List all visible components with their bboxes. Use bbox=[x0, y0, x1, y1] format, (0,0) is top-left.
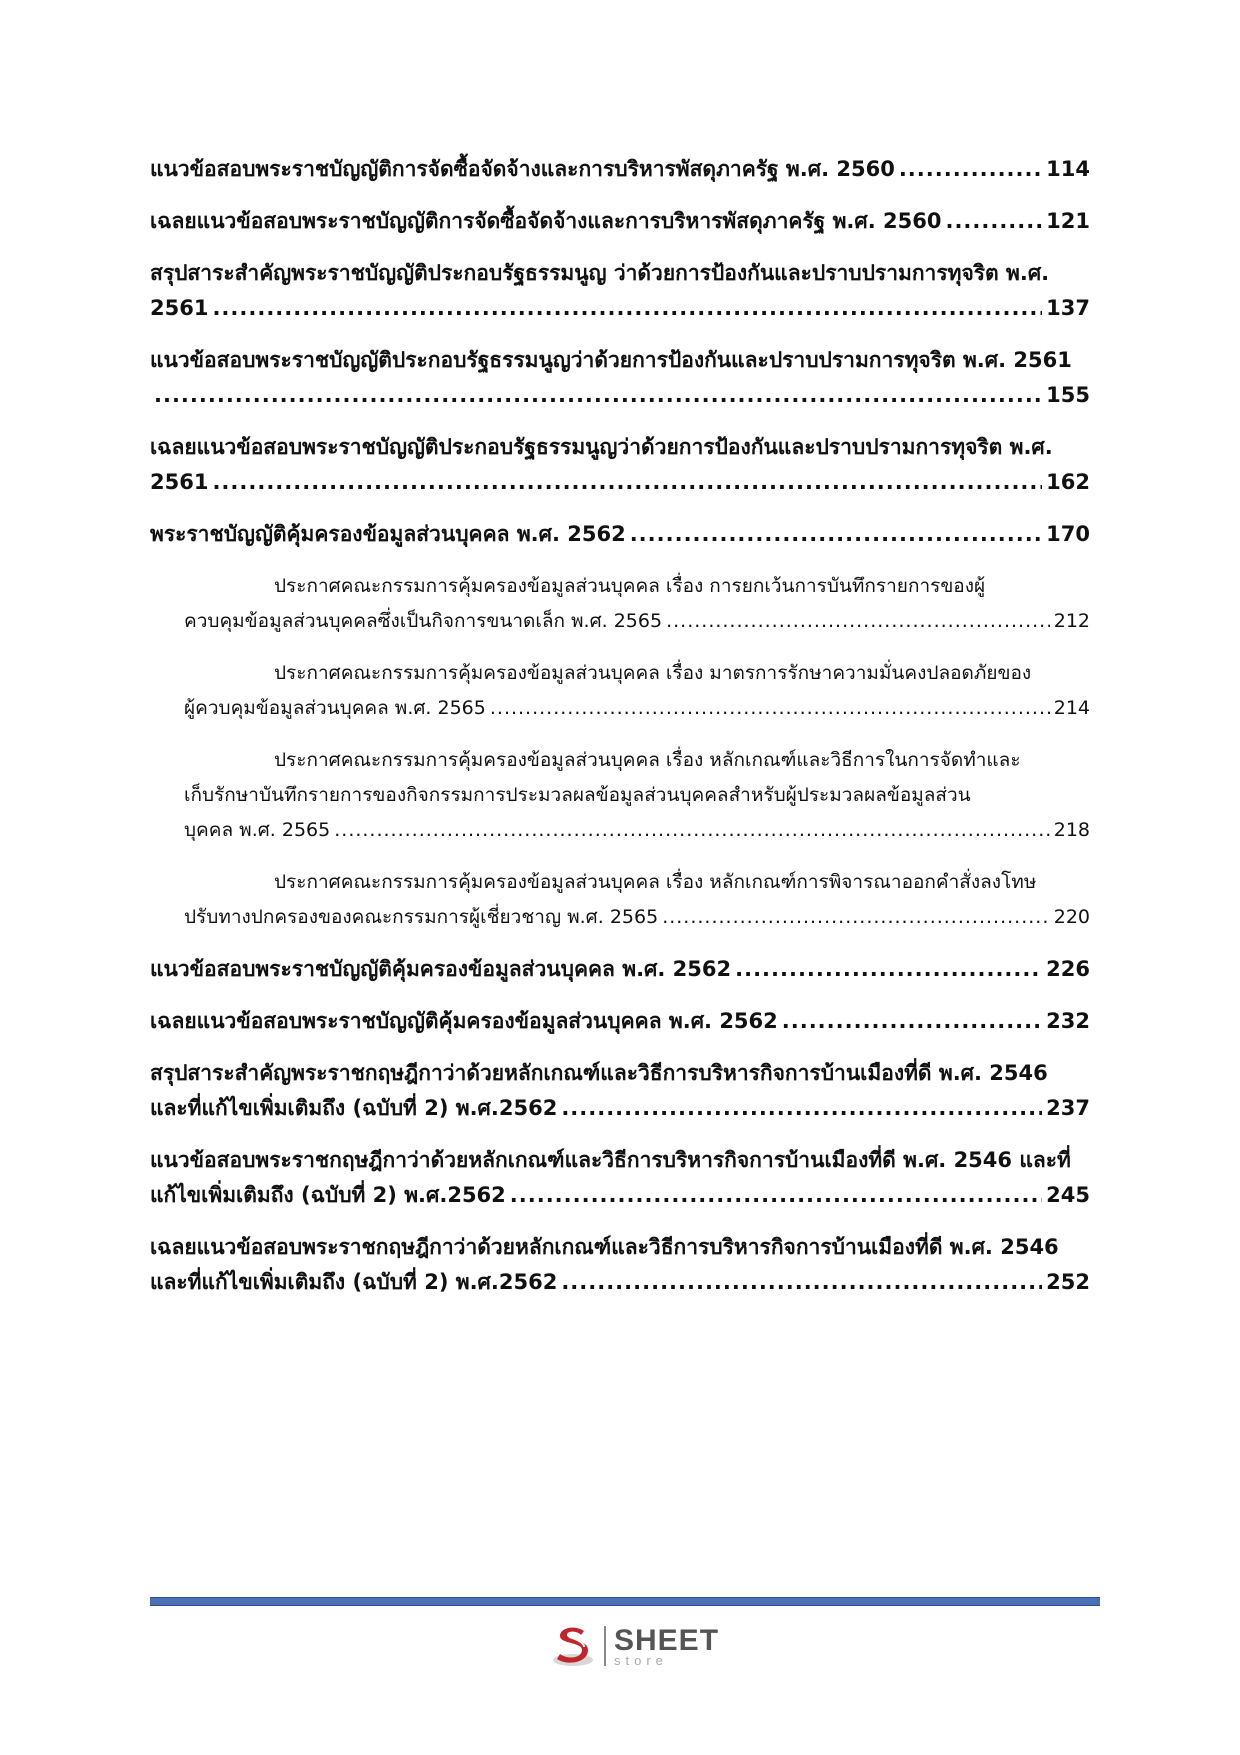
toc-dot-leader bbox=[212, 291, 1042, 326]
toc-dot-leader bbox=[666, 604, 1050, 639]
toc-entry-title-line: แนวข้อสอบพระราชบัญญัติประกอบรัฐธรรมนูญว่าด้วยการป้องกันและปราบปรามการทุจริต พ.ศ. 2561 bbox=[150, 348, 1072, 372]
toc-leader-line bbox=[184, 900, 1090, 935]
toc-entry[interactable] bbox=[150, 1004, 1090, 1039]
toc-entry-title-tail: พระราชบัญญัติคุ้มครองข้อมูลส่วนบุคคล พ.ศ. 2562 bbox=[150, 522, 626, 546]
toc-entry-title-tail: และที่แก้ไขเพิ่มเติมถึง (ฉบับที่ 2) พ.ศ.2562 bbox=[150, 1096, 558, 1120]
toc-leader-line bbox=[150, 1004, 1090, 1039]
toc-sub-entry[interactable] bbox=[150, 743, 1090, 848]
toc-dot-leader bbox=[662, 900, 1050, 935]
toc-dot-leader bbox=[490, 691, 1050, 726]
logo-text bbox=[614, 1623, 720, 1668]
toc-dot-leader bbox=[899, 152, 1042, 187]
toc-entry[interactable] bbox=[150, 1143, 1090, 1213]
toc-leader-line bbox=[184, 691, 1090, 726]
logo-brand-sub: store bbox=[614, 1652, 668, 1668]
toc-entry-title-line: สรุปสาระสำคัญพระราชบัญญัติประกอบรัฐธรรมนูญ ว่าด้วยการป้องกันและปราบปรามการทุจริต พ.ศ. bbox=[150, 261, 1050, 285]
toc-entry[interactable] bbox=[150, 517, 1090, 552]
toc-page-number: 214 bbox=[1053, 697, 1090, 719]
toc-page-number: 212 bbox=[1053, 610, 1090, 632]
toc-dot-leader bbox=[510, 1178, 1042, 1213]
toc-sub-entry[interactable] bbox=[150, 865, 1090, 935]
toc-dot-leader bbox=[334, 813, 1050, 848]
toc-entry-title-tail: ควบคุมข้อมูลส่วนบุคคลซึ่งเป็นกิจการขนาดเล็ก พ.ศ. 2565 bbox=[184, 610, 663, 632]
toc-page-number: 155 bbox=[1046, 383, 1090, 407]
toc-leader-line bbox=[150, 204, 1090, 239]
toc-entry-title-tail: ผู้ควบคุมข้อมูลส่วนบุคคล พ.ศ. 2565 bbox=[184, 697, 486, 719]
toc-entry-title-line: สรุปสาระสำคัญพระราชกฤษฎีกาว่าด้วยหลักเกณฑ์และวิธีการบริหารกิจการบ้านเมืองที่ดี พ.ศ. 2546 bbox=[150, 1061, 1048, 1085]
toc-leader-line bbox=[150, 152, 1090, 187]
toc-leader-line bbox=[150, 1091, 1090, 1126]
toc-entry-title-tail: เฉลยแนวข้อสอบพระราชบัญญัติคุ้มครองข้อมูลส่วนบุคคล พ.ศ. 2562 bbox=[150, 1009, 778, 1033]
toc-entry-title-line: เก็บรักษาบันทึกรายการของกิจกรรมการประมวลผลข้อมูลส่วนบุคคลสำหรับผู้ประมวลผลข้อมูลส่วน bbox=[184, 784, 971, 806]
brand-logo bbox=[550, 1620, 719, 1672]
toc-leader-line bbox=[150, 378, 1090, 413]
toc-page-number: 252 bbox=[1046, 1270, 1090, 1294]
toc-entry-title-line: ประกาศคณะกรรมการคุ้มครองข้อมูลส่วนบุคคล เรื่อง หลักเกณฑ์และวิธีการในการจัดทำและ bbox=[274, 749, 1021, 771]
table-of-contents bbox=[150, 152, 1090, 1317]
toc-page-number: 162 bbox=[1046, 470, 1090, 494]
toc-entry[interactable] bbox=[150, 152, 1090, 187]
footer-divider bbox=[150, 1597, 1100, 1606]
toc-entry-title-tail: ปรับทางปกครองของคณะกรรมการผู้เชี่ยวชาญ พ.ศ. 2565 bbox=[184, 906, 659, 928]
toc-entry-title-tail: เฉลยแนวข้อสอบพระราชบัญญัติการจัดซื้อจัดจ้างและการบริหารพัสดุภาครัฐ พ.ศ. 2560 bbox=[150, 209, 942, 233]
toc-page-number: 170 bbox=[1046, 522, 1090, 546]
toc-entry-title-line: เฉลยแนวข้อสอบพระราชกฤษฎีกาว่าด้วยหลักเกณฑ์และวิธีการบริหารกิจการบ้านเมืองที่ดี พ.ศ. 2546 bbox=[150, 1235, 1059, 1259]
toc-page-number: 237 bbox=[1046, 1096, 1090, 1120]
toc-entry[interactable] bbox=[150, 1056, 1090, 1126]
toc-leader-line bbox=[150, 465, 1090, 500]
toc-entry-title-line: แนวข้อสอบพระราชกฤษฎีกาว่าด้วยหลักเกณฑ์และวิธีการบริหารกิจการบ้านเมืองที่ดี พ.ศ. 2546 และที่ bbox=[150, 1148, 1071, 1172]
sheet-store-logo-icon bbox=[550, 1623, 596, 1669]
toc-entry-title-tail: 2561 bbox=[150, 470, 209, 494]
toc-entry-title-tail: และที่แก้ไขเพิ่มเติมถึง (ฉบับที่ 2) พ.ศ.2562 bbox=[150, 1270, 558, 1294]
toc-dot-leader bbox=[735, 952, 1042, 987]
toc-dot-leader bbox=[945, 204, 1042, 239]
logo-separator bbox=[604, 1626, 606, 1666]
toc-entry[interactable] bbox=[150, 204, 1090, 239]
toc-dot-leader bbox=[561, 1265, 1042, 1300]
toc-page-number: 137 bbox=[1046, 296, 1090, 320]
toc-page-number: 121 bbox=[1046, 209, 1090, 233]
toc-page-number: 114 bbox=[1046, 157, 1090, 181]
toc-sub-entry[interactable] bbox=[150, 569, 1090, 639]
toc-page-number: 245 bbox=[1046, 1183, 1090, 1207]
toc-leader-line bbox=[184, 604, 1090, 639]
toc-dot-leader bbox=[782, 1004, 1042, 1039]
toc-dot-leader bbox=[630, 517, 1042, 552]
toc-leader-line bbox=[150, 952, 1090, 987]
toc-entry-title-tail: แก้ไขเพิ่มเติมถึง (ฉบับที่ 2) พ.ศ.2562 bbox=[150, 1183, 506, 1207]
toc-entry-title-tail: บุคคล พ.ศ. 2565 bbox=[184, 819, 331, 841]
toc-entry[interactable] bbox=[150, 1230, 1090, 1300]
toc-entry[interactable] bbox=[150, 343, 1090, 413]
toc-entry-title-tail: แนวข้อสอบพระราชบัญญัติการจัดซื้อจัดจ้างและการบริหารพัสดุภาครัฐ พ.ศ. 2560 bbox=[150, 157, 895, 181]
toc-dot-leader bbox=[212, 465, 1042, 500]
toc-entry-title-line: ประกาศคณะกรรมการคุ้มครองข้อมูลส่วนบุคคล เรื่อง การยกเว้นการบันทึกรายการของผู้ bbox=[274, 575, 986, 597]
toc-page-number: 226 bbox=[1046, 957, 1090, 981]
toc-page-number: 218 bbox=[1053, 819, 1090, 841]
toc-entry[interactable] bbox=[150, 256, 1090, 326]
toc-entry-title-tail: 2561 bbox=[150, 296, 209, 320]
toc-leader-line bbox=[150, 517, 1090, 552]
toc-leader-line bbox=[150, 1265, 1090, 1300]
toc-entry-title-line: ประกาศคณะกรรมการคุ้มครองข้อมูลส่วนบุคคล เรื่อง มาตรการรักษาความมั่นคงปลอดภัยของ bbox=[274, 662, 1032, 684]
toc-leader-line bbox=[184, 813, 1090, 848]
toc-sub-entry[interactable] bbox=[150, 656, 1090, 726]
toc-leader-line bbox=[150, 1178, 1090, 1213]
logo-brand-name: SHEET bbox=[614, 1623, 720, 1657]
toc-page-number: 220 bbox=[1053, 906, 1090, 928]
toc-dot-leader bbox=[561, 1091, 1042, 1126]
toc-entry[interactable] bbox=[150, 952, 1090, 987]
toc-entry-title-line: เฉลยแนวข้อสอบพระราชบัญญัติประกอบรัฐธรรมนูญว่าด้วยการป้องกันและปราบปรามการทุจริต พ.ศ. bbox=[150, 435, 1053, 459]
toc-dot-leader bbox=[154, 378, 1042, 413]
toc-entry[interactable] bbox=[150, 430, 1090, 500]
toc-leader-line bbox=[150, 291, 1090, 326]
toc-entry-title-line: ประกาศคณะกรรมการคุ้มครองข้อมูลส่วนบุคคล เรื่อง หลักเกณฑ์การพิจารณาออกคำสั่งลงโทษ bbox=[274, 871, 1037, 893]
toc-page-number: 232 bbox=[1046, 1009, 1090, 1033]
toc-entry-title-tail: แนวข้อสอบพระราชบัญญัติคุ้มครองข้อมูลส่วนบุคคล พ.ศ. 2562 bbox=[150, 957, 732, 981]
